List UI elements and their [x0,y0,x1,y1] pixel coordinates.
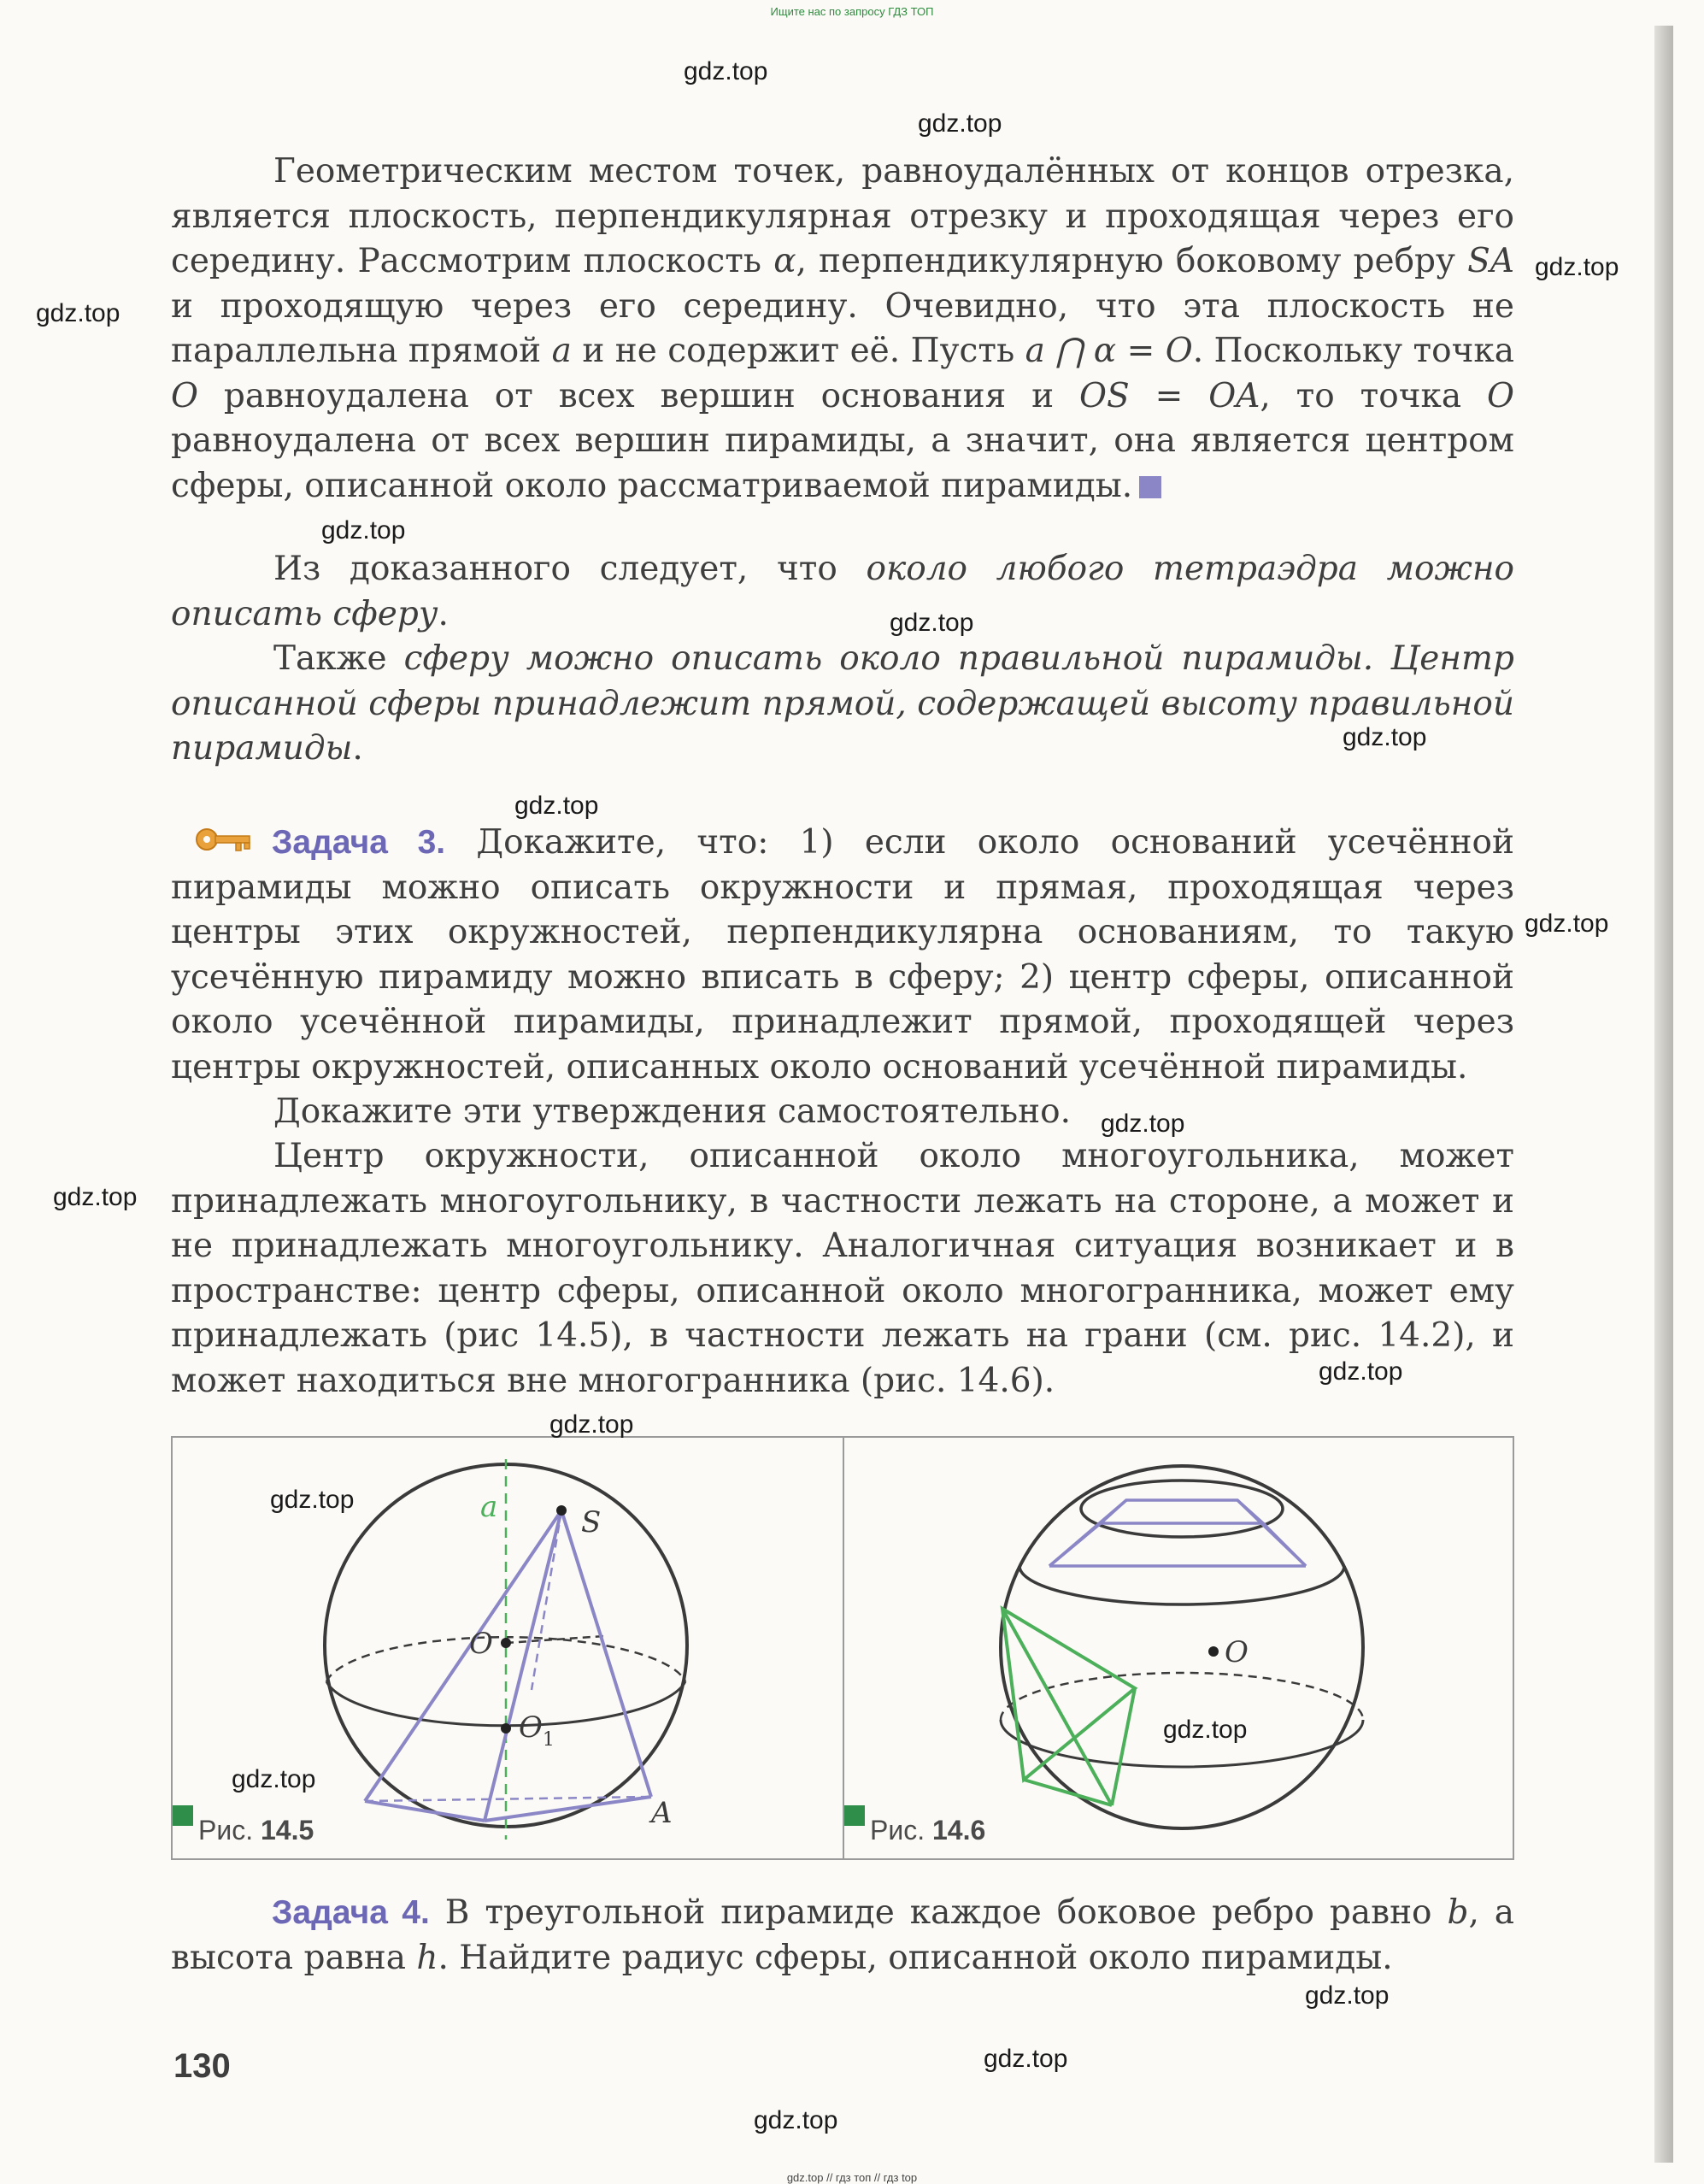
center-label-o: O [469,1627,493,1661]
watermark: gdz.top [1305,1981,1390,2010]
watermark: gdz.top [36,299,120,327]
task-4: Задача 4. В треугольной пирамиде каждое боковое ребро равно b, а высота равна h. Найдите радиус сферы, описанной около пирамиды. [171,1893,1515,1977]
figures-frame [171,1436,1514,1860]
paragraph-prove-yourself: Докажите эти утверждения самостоятельно. [273,1092,1071,1131]
figure-14-6-marker [844,1805,865,1826]
figure-14-6 [844,1438,1514,1858]
watermark: gdz.top [53,1183,138,1211]
watermark: gdz.top [684,57,768,85]
vertex-label-A: A [651,1796,673,1830]
watermark: gdz.top [1319,1357,1403,1386]
watermark: gdz.top [1101,1110,1185,1138]
line-label-a: a [480,1490,498,1524]
end-of-proof-square [1139,476,1161,498]
watermark: gdz.top [1535,253,1619,281]
watermark: gdz.top [321,516,406,545]
watermark: gdz.top [232,1765,316,1793]
task-3: Задача 3. Докажите, что: 1) если около оснований усечённой пирамиды можно описать окружности и прямая, проходящая через центры этих окружностей, перпендикулярна основаниям, то такую усечённую пирамиду можно вписать в сферу; 2) центр сферы, описанной около усечённой пирамиды, принадлежит прямой, проходящей через центры окружностей, описанных около оснований усечённой пирамиды. [171,823,1515,1086]
watermark: gdz.top [1343,723,1427,751]
task-4-label: Задача 4. [272,1894,430,1931]
watermark: gdz.top [754,2106,838,2134]
footer-banner: gdz.top // гдз топ // гдз top [786,2171,918,2184]
paragraph-tetrahedron-sphere: Из доказанного следует, что около любого тетраэдра можно описать сферу. [171,550,1514,633]
header-banner: Ищите нас по запросу ГДЗ ТОП [770,5,934,18]
page-number: 130 [173,2047,231,2085]
figure-14-6-caption: Рис. 14.6 [870,1815,986,1846]
watermark: gdz.top [549,1410,634,1439]
watermark: gdz.top [984,2045,1068,2073]
paragraph-regular-pyramid: Также сферу можно описать около правильной пирамиды. Центр описанной сферы принадлежит прямой, содержащей высоту правильной пирамиды. [171,639,1514,768]
watermark: gdz.top [890,609,974,637]
page-edge-shadow [1654,26,1673,2163]
watermark: gdz.top [1163,1716,1248,1744]
center-label-o1: $O_1$ [519,1710,555,1751]
watermark: gdz.top [1525,910,1609,938]
watermark: gdz.top [270,1486,355,1514]
figure-14-5-caption: Рис. 14.5 [198,1815,314,1846]
figure-14-5-marker [173,1805,193,1826]
vertex-label-s: S [581,1505,602,1539]
watermark: gdz.top [514,792,599,820]
task-3-label: Задача 3. [272,824,446,861]
paragraph-circumcenter-position: Центр окружности, описанной около многоугольника, может принадлежать многоугольнику, в частности лежать на стороне, а может и не принадлежать многоугольнику. Аналогичная ситуация возникает и в пространстве: центр сферы, описанной около многогранника, может ему принадлежать (рис 14.5), в частности лежать на грани (см. рис. 14.2), и может находиться вне многогранника (рис. 14.6). [171,1137,1514,1400]
paragraph-locus-proof: Геометрическим местом точек, равноудалённых от концов отрезка, является плоскость, перпендикулярная отрезку и проходящая через его середину. Рассмотрим плоскость α, перпендикулярную боковому ребру SA и проходящую через его середину. Очевидно, что эта плоскость не параллельна прямой a и не содержит её. Пусть a ⋂ α = O. Поскольку точка O равноудалена от всех вершин основания и OS = OA, то точка O равноудалена от всех вершин пирамиды, а значит, она является центром сферы, описанной около рассматриваемой пирамиды. [171,152,1514,505]
center-label-o: O [1225,1635,1249,1669]
watermark: gdz.top [918,109,1002,138]
